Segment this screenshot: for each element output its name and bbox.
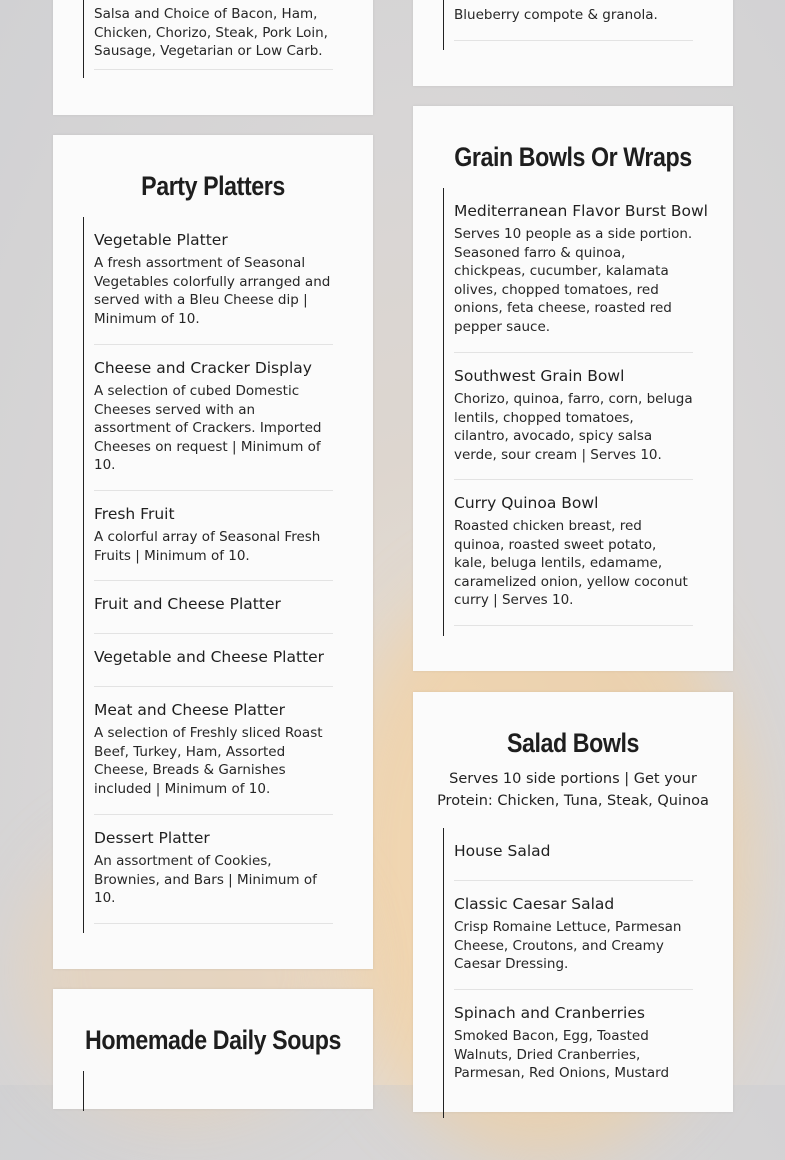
item-name: Meat and Cheese Platter (94, 701, 285, 719)
desc-line: quinoa, roasted sweet potato, (454, 536, 657, 553)
desc-line: Salsa and Choice of Bacon, Ham, (94, 6, 318, 22)
item-divider (454, 625, 693, 626)
desc-line: Cheese, Breads & Garnishes (94, 762, 286, 779)
item-name: Dessert Platter (94, 829, 210, 847)
item-name: House Salad (454, 842, 551, 860)
item-desc (454, 225, 692, 337)
desc-line: Sausage, Vegetarian or Low Carb. (94, 43, 323, 60)
desc-line: A fresh assortment of Seasonal (94, 255, 306, 271)
item-divider (94, 490, 333, 491)
item-name: Cheese and Cracker Display (94, 359, 312, 377)
yogurt-list (443, 0, 658, 50)
desc-line: 10. (94, 890, 116, 907)
breakfast-card (53, 0, 373, 115)
item-name: Fruit and Cheese Platter (94, 595, 281, 613)
item-divider (94, 814, 333, 815)
item-desc (94, 724, 323, 798)
desc-line: assortment of Crackers. Imported (94, 420, 322, 437)
item-name: Vegetable and Cheese Platter (94, 648, 325, 666)
desc-line: A selection of Freshly sliced Roast (94, 725, 323, 741)
item-divider (454, 989, 693, 990)
item-divider (94, 633, 333, 634)
item-name: Classic Caesar Salad (454, 895, 615, 913)
desc-line: Chicken, Chorizo, Steak, Pork Loin, (94, 24, 328, 41)
desc-line: Caesar Dressing. (454, 956, 569, 973)
desc-line: 10. (94, 457, 116, 474)
desc-line: pepper sauce. (454, 318, 551, 335)
breakfast-list (83, 0, 328, 78)
item-desc (454, 918, 681, 974)
item-name: Vegetable Platter (94, 231, 228, 249)
desc-line: Crisp Romaine Lettuce, Parmesan (454, 919, 682, 935)
item-divider (454, 880, 693, 881)
item-desc (94, 528, 320, 565)
item-name: Curry Quinoa Bowl (454, 494, 599, 512)
item-divider (94, 69, 333, 70)
item-desc (454, 390, 693, 464)
section-title: Party Platters (141, 171, 285, 201)
salad-bowls-card (413, 692, 733, 1112)
desc-line: Roasted chicken breast, red (454, 518, 642, 534)
desc-line: Beef, Turkey, Ham, Assorted (94, 743, 286, 760)
desc-line: served with a Bleu Cheese dip | (94, 292, 308, 309)
desc-line: A selection of cubed Domestic (94, 383, 300, 399)
party-platters-card (53, 135, 373, 969)
desc-line: Cheeses served with an (94, 401, 256, 418)
desc-line: Walnuts, Dried Cranberries, (454, 1046, 641, 1063)
section-title: Homemade Daily Soups (85, 1025, 341, 1055)
desc-line: Smoked Bacon, Egg, Toasted (454, 1028, 649, 1044)
item-desc: Blueberry compote & granola. (454, 7, 658, 23)
desc-line: curry | Serves 10. (454, 592, 574, 609)
item-name: Southwest Grain Bowl (454, 367, 625, 385)
subtitle-line: Protein: Chicken, Tuna, Steak, Quinoa (437, 793, 709, 809)
soups-card (53, 989, 373, 1109)
item-desc (94, 5, 333, 61)
item-name: Mediterranean Flavor Burst Bowl (454, 202, 708, 220)
desc-line: Minimum of 10. (94, 310, 200, 327)
item-divider (94, 344, 333, 345)
desc-line: Parmesan, Red Onions, Mustard (454, 1065, 670, 1082)
item-name: Spinach and Cranberries (454, 1004, 645, 1022)
item-divider (94, 580, 333, 581)
item-divider (94, 923, 333, 924)
desc-line: chickpeas, cucumber, kalamata (454, 263, 669, 280)
item-divider (454, 40, 693, 41)
desc-line: Cheese, Croutons, and Creamy (454, 937, 664, 954)
desc-line: included | Minimum of 10. (94, 780, 271, 797)
desc-line: olives, chopped tomatoes, red (454, 281, 659, 298)
soups-list (83, 1071, 84, 1111)
item-divider (454, 352, 693, 353)
desc-line: lentils, chopped tomatoes, (454, 409, 634, 426)
desc-line: Seasoned farro & quinoa, (454, 244, 626, 261)
desc-line: Fruits | Minimum of 10. (94, 547, 250, 564)
section-title: Grain Bowls Or Wraps (454, 142, 692, 172)
desc-line: Chorizo, quinoa, farro, corn, beluga (454, 391, 693, 407)
desc-line: onions, feta cheese, roasted red (454, 300, 672, 317)
item-desc (94, 852, 317, 908)
desc-line: An assortment of Cookies, (94, 853, 272, 869)
section-title: Salad Bowls (506, 728, 640, 758)
grain-bowls-card (413, 106, 733, 671)
desc-line: Vegetables colorfully arranged and (94, 273, 331, 290)
desc-line: A colorful array of Seasonal Fresh (94, 529, 321, 545)
section-subtitle (433, 768, 713, 812)
salad-bowls-list (443, 828, 682, 1118)
item-name: Fresh Fruit (94, 505, 175, 523)
yogurt-card (413, 0, 733, 86)
desc-line: kale, beluga lentils, edamame, (454, 555, 663, 572)
subtitle-line: Serves 10 side portions | Get your (449, 771, 697, 787)
desc-line: Cheeses on request | Minimum of (94, 438, 321, 455)
item-divider (94, 686, 333, 687)
item-desc (454, 517, 688, 610)
desc-line: Serves 10 people as a side portion. (454, 226, 693, 242)
item-desc (94, 382, 322, 475)
party-platters-list (83, 217, 331, 933)
desc-line: cilantro, avocado, spicy salsa (454, 428, 653, 445)
item-desc (454, 1027, 669, 1083)
item-divider (454, 479, 693, 480)
desc-line: verde, sour cream | Serves 10. (454, 446, 662, 463)
grain-bowls-list (443, 188, 708, 636)
item-desc (94, 254, 330, 328)
desc-line: caramelized onion, yellow coconut (454, 573, 688, 590)
desc-line: Brownies, and Bars | Minimum of (94, 871, 317, 888)
